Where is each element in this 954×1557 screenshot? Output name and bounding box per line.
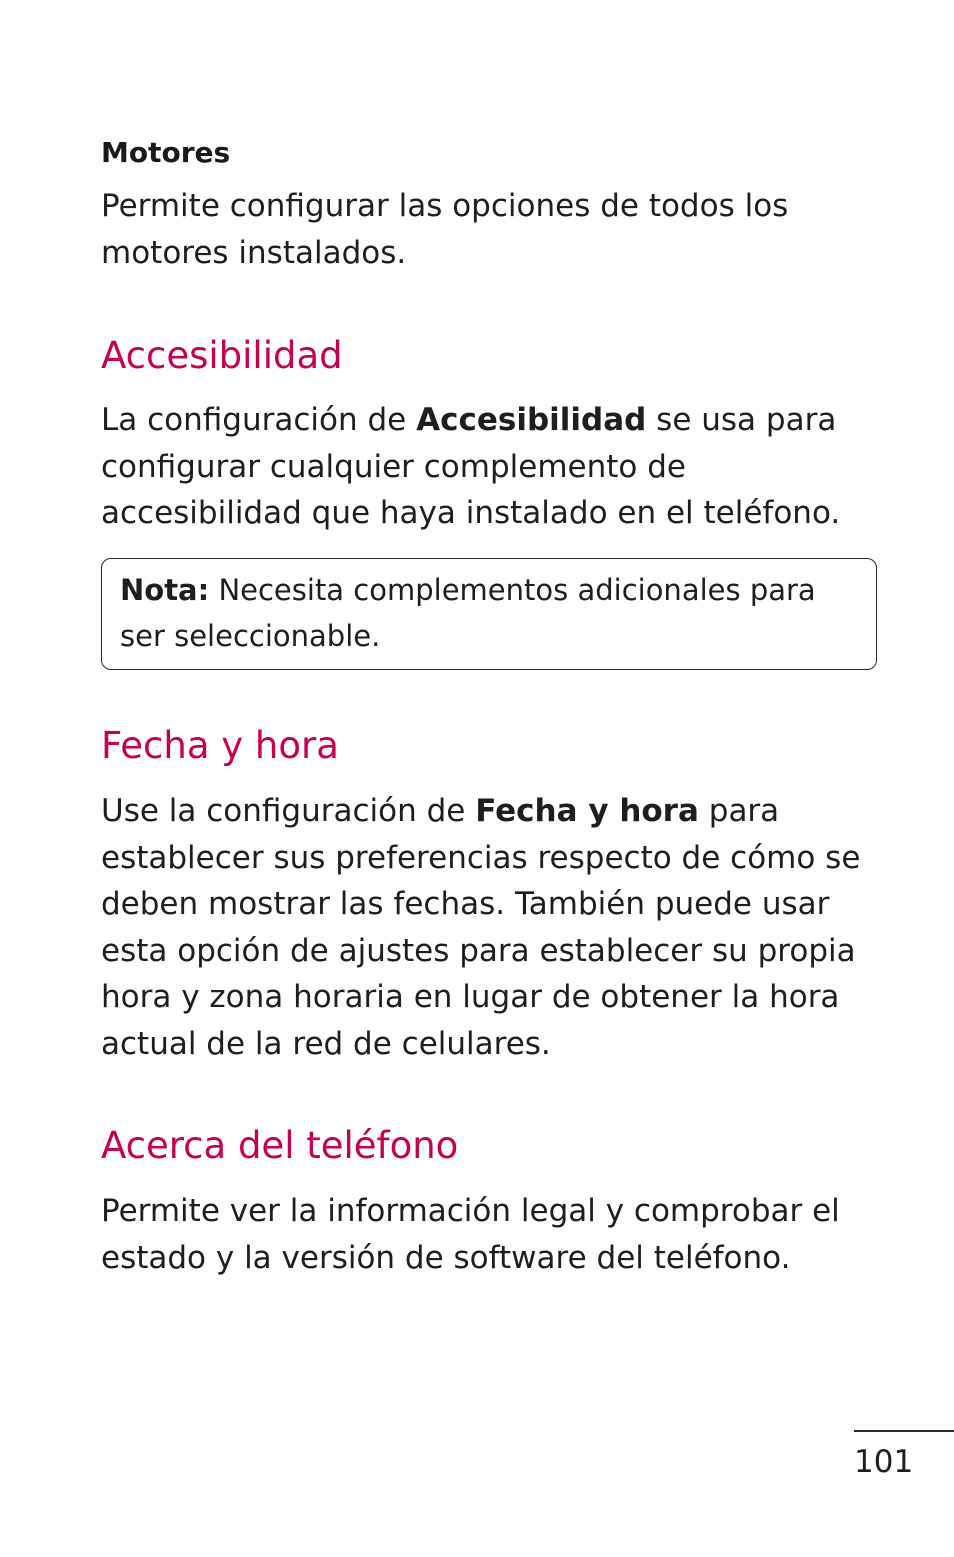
accesibilidad-heading: Accesibilidad xyxy=(101,334,343,377)
accesibilidad-description xyxy=(101,397,891,537)
fecha-hora-text-post: para establecer sus preferencias respecto de cómo se deben mostrar las fechas. También puede usar esta opción de ajustes para establecer su propia hora y zona horaria en lugar de obtener la hora actual de la red de celulares. xyxy=(101,793,861,1062)
accesibilidad-text-post: se usa para configurar cualquier complemento de accesibilidad que haya instalado en el teléfono. xyxy=(101,402,841,531)
accesibilidad-text-pre: La configuración de xyxy=(101,402,417,438)
fecha-hora-heading: Fecha y hora xyxy=(101,724,339,767)
motores-subheading: Motores xyxy=(101,136,231,169)
note-text xyxy=(120,567,860,659)
fecha-hora-description xyxy=(101,788,891,1067)
page-number-rule xyxy=(854,1430,954,1432)
acerca-heading: Acerca del teléfono xyxy=(101,1124,459,1167)
note-label: Nota: xyxy=(120,573,210,607)
note-box xyxy=(101,558,877,670)
page-number: 101 xyxy=(854,1444,914,1480)
fecha-hora-bold-term: Fecha y hora xyxy=(475,793,699,829)
motores-description: Permite configurar las opciones de todos los motores instalados. xyxy=(101,188,789,271)
acerca-description: Permite ver la información legal y comprobar el estado y la versión de software del teléfono. xyxy=(101,1193,840,1276)
accesibilidad-bold-term: Accesibilidad xyxy=(416,402,647,438)
fecha-hora-text-pre: Use la configuración de xyxy=(101,793,476,829)
note-body: Necesita complementos adicionales para ser seleccionable. xyxy=(120,573,816,653)
